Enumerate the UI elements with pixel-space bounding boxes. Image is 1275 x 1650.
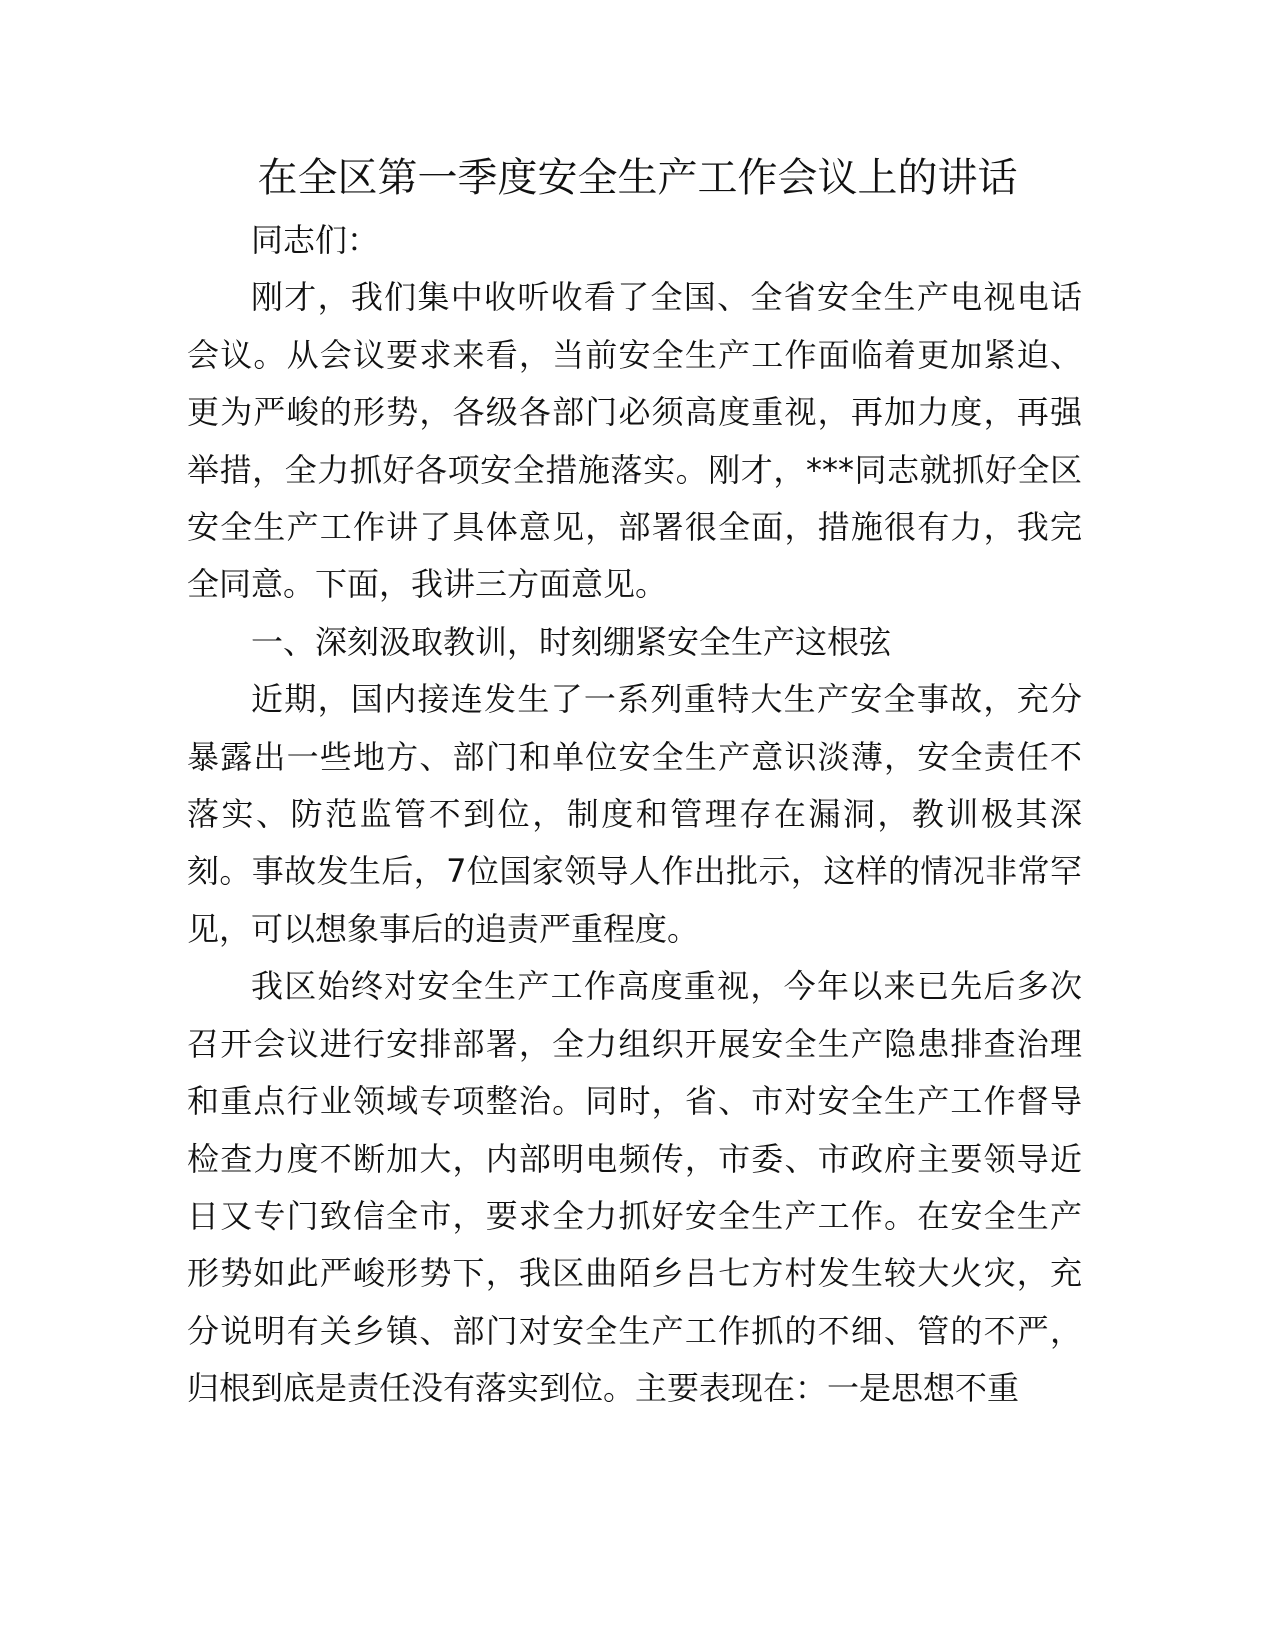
section-heading-1: 一、深刻汲取教训，时刻绷紧安全生产这根弦 (251, 622, 892, 661)
paragraph-opening: 刚才，我们集中收听收看了全国、全省安全生产电视电话会议。从会议要求来看，当前安全生产工作面临着更加紧迫、更为严峻的形势，各级各部门必须高度重视，再加力度，再强举措，全力抓好各项安全措施落实。刚才，***同志就抓好全区安全生产工作讲了具体意见，部署很全面，措施很有力，我完全同意。下面，我讲三方面意见。 (187, 278, 1082, 604)
salutation: 同志们： (251, 221, 380, 259)
document-body (187, 212, 1082, 1418)
document-title: 在全区第一季度安全生产工作会议上的讲话 (257, 155, 1018, 201)
paragraph-accidents: 近期，国内接连发生了一系列重特大生产安全事故，充分暴露出一些地方、部门和单位安全生产意识淡薄，安全责任不落实、防范监管不到位，制度和管理存在漏洞，教训极其深刻。事故发生后，7位国家领导人作出批示，这样的情况非常罕见，可以想象事后的追责严重程度。 (187, 680, 1082, 948)
paragraph-district: 我区始终对安全生产工作高度重视，今年以来已先后多次召开会议进行安排部署，全力组织开展安全生产隐患排查治理和重点行业领域专项整治。同时，省、市对安全生产工作督导检查力度不断加大，内部明电频传，市委、市政府主要领导近日又专门致信全市，要求全力抓好安全生产工作。在安全生产形势如此严峻形势下，我区曲陌乡吕七方村发生较大火灾，充分说明有关乡镇、部门对安全生产工作抓的不细、管的不严，归根到底是责任没有落实到位。主要表现在：一是思想不重 (187, 967, 1082, 1408)
